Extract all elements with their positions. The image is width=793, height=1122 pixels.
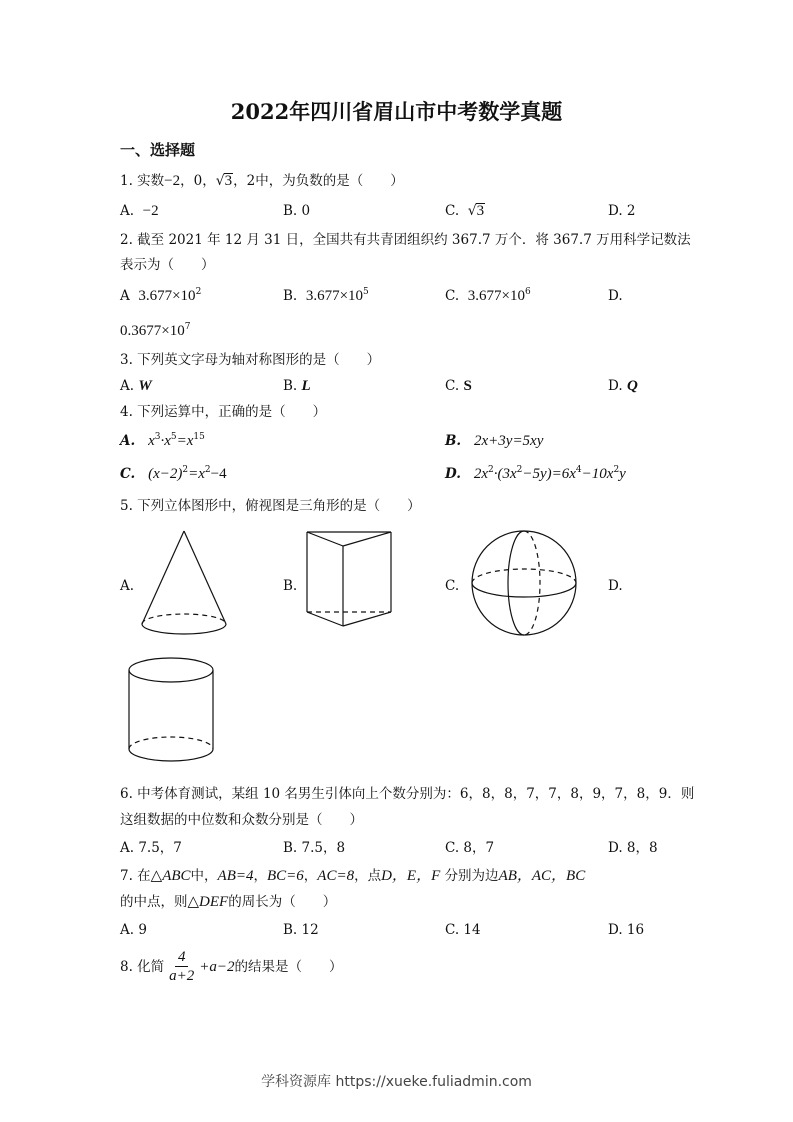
q4-c-p1: (x−2) xyxy=(148,466,183,482)
q1-option-a[interactable] xyxy=(120,202,159,220)
q4-d-p2: ·(3x xyxy=(493,466,517,482)
q4-c-e1: 2 xyxy=(182,465,189,475)
q6-option-c[interactable]: C. 8，7 xyxy=(445,840,495,856)
q7-l1a: 7. 在 xyxy=(120,868,151,884)
question-7-line1: 7. 在△ABC中，AB=4，BC=6，AC=8，点D，E，F 分别为边AB，AC，BC xyxy=(120,868,586,884)
q4-option-c[interactable] xyxy=(120,465,227,483)
q1-option-b[interactable]: B. 0 xyxy=(283,203,311,219)
q7-tri1: △ABC xyxy=(150,868,191,884)
q3-d-value: Q xyxy=(626,378,638,394)
q8-tail: +a−2 xyxy=(199,958,235,975)
q4-c-e2: 2 xyxy=(204,465,211,475)
q2-c-exp: 6 xyxy=(524,287,531,297)
q2-option-c[interactable] xyxy=(445,287,531,305)
q4-b-label: B. xyxy=(445,433,462,449)
q2-option-d-label[interactable]: D. xyxy=(608,288,623,304)
q4-a-label: A. xyxy=(120,433,136,449)
q1-option-c[interactable] xyxy=(445,202,485,220)
question-2-line2: 表示为（ ） xyxy=(120,257,215,273)
q7-tri2: △DEF xyxy=(187,894,229,910)
q3-a-value: W xyxy=(138,378,152,394)
cylinder-figure xyxy=(126,656,216,766)
q1-neg2: −2 xyxy=(164,173,181,189)
q3-c-value: S xyxy=(463,378,472,394)
q3-option-c[interactable] xyxy=(445,377,472,395)
q2-d-exp: 7 xyxy=(184,322,191,332)
q2-option-d[interactable] xyxy=(120,322,190,340)
q4-c-label: C. xyxy=(120,466,136,482)
sphere-figure xyxy=(470,529,578,637)
q4-d-p3: −5y)=6x xyxy=(522,466,576,482)
q3-option-b[interactable] xyxy=(283,377,311,395)
q5-option-c-label[interactable]: C. xyxy=(445,578,460,594)
q4-d-e1: 2 xyxy=(487,465,494,475)
q5-option-a-label[interactable]: A. xyxy=(120,578,135,594)
q5-option-b-label[interactable]: B. xyxy=(283,578,298,594)
q4-d-label: D. xyxy=(445,466,461,482)
q3-option-d[interactable] xyxy=(608,377,638,395)
page-title: 2022年四川省眉山市中考数学真题 xyxy=(230,99,563,124)
q2-option-a[interactable] xyxy=(120,287,201,305)
q4-d-e3: 4 xyxy=(575,465,582,475)
q2-b-label: B. xyxy=(283,288,298,304)
q4-c-p2: =x xyxy=(188,466,205,482)
q2-c-label: C. xyxy=(445,288,460,304)
q4-a-e3: 15 xyxy=(193,432,205,442)
question-2-line1: 2. 截至 2021 年 12 月 31 日，全国共有共青团组织约 367.7 万个．将 367.7 万用科学记数法 xyxy=(120,232,691,248)
question-6-line2: 这组数据的中位数和众数分别是（ ） xyxy=(120,812,363,828)
q4-d-e2: 2 xyxy=(516,465,523,475)
q2-a-exp: 2 xyxy=(195,287,202,297)
q7-option-b[interactable]: B. 12 xyxy=(283,922,319,938)
q3-d-label: D. xyxy=(608,378,623,394)
q4-b-expr: 2x+3y=5xy xyxy=(474,433,544,449)
q3-b-value: L xyxy=(301,378,311,394)
q1-sqrt3: 3 xyxy=(224,173,233,189)
q2-a-label: A xyxy=(120,288,130,304)
q4-option-b[interactable] xyxy=(445,432,543,450)
triangular-prism-figure xyxy=(303,529,395,629)
q8-fraction xyxy=(166,948,197,985)
question-3-stem: 3. 下列英文字母为轴对称图形的是（ ） xyxy=(120,352,381,368)
section-heading: 一、选择题 xyxy=(120,141,196,159)
q7-l1b: 中， xyxy=(190,868,218,884)
q8-denominator: a+2 xyxy=(169,968,195,984)
q1-option-d[interactable]: D. 2 xyxy=(608,203,636,219)
q3-a-label: A. xyxy=(120,378,135,394)
q7-option-d[interactable]: D. 16 xyxy=(608,922,645,938)
q4-a-p3: =x xyxy=(176,433,194,449)
q8-prefix: 8. 化简 xyxy=(120,958,165,975)
q1-c-label: C. xyxy=(445,203,460,219)
question-4-stem: 4. 下列运算中，正确的是（ ） xyxy=(120,404,327,420)
q7-ab: AB=4 xyxy=(217,868,254,884)
q2-b-base: 3.677×10 xyxy=(305,288,364,304)
q4-a-p1: x xyxy=(148,433,155,449)
q1-stem-a: 1. 实数 xyxy=(120,173,165,189)
q7-ac: AC=8 xyxy=(317,868,355,884)
q4-a-e2: 5 xyxy=(170,432,177,442)
q7-bc: BC=6 xyxy=(267,868,304,884)
q1-stem-c: ，2中，为负数的是（ ） xyxy=(233,173,404,189)
question-1-stem xyxy=(120,172,404,190)
question-5-stem: 5. 下列立体图形中，俯视图是三角形的是（ ） xyxy=(120,498,421,514)
q2-option-b[interactable] xyxy=(283,287,369,305)
q3-option-a[interactable] xyxy=(120,377,152,395)
q2-a-base: 3.677×10 xyxy=(138,288,196,304)
q7-l1c: ，点 xyxy=(354,868,382,884)
question-6-line1: 6. 中考体育测试，某组 10 名男生引体向上个数分别为：6，8，8，7，7，8，9，7，8，9．则 xyxy=(120,786,695,802)
q2-d-base: 0.3677×10 xyxy=(120,323,185,339)
q3-b-label: B. xyxy=(283,378,298,394)
q1-a-label: A. xyxy=(120,203,135,219)
q6-option-b[interactable]: B. 7.5，8 xyxy=(283,840,346,856)
q8-numerator: 4 xyxy=(175,948,189,967)
q4-c-p3: −4 xyxy=(210,466,227,482)
q7-l1d: 分别为边 xyxy=(444,868,499,884)
q4-d-e4: 2 xyxy=(613,465,620,475)
q2-b-exp: 5 xyxy=(363,287,369,297)
q6-option-d[interactable]: D. 8，8 xyxy=(608,840,658,856)
sqrt-icon: √ xyxy=(215,173,225,189)
q1-stem-b: ，0， xyxy=(180,173,216,189)
q7-l2b: 的周长为（ ） xyxy=(228,894,337,910)
q7-l2a: 的中点，则 xyxy=(120,894,188,910)
cone-figure xyxy=(138,528,230,638)
footer-watermark: 学科资源库 https://xueke.fuliadmin.com xyxy=(261,1074,532,1090)
q1-c-value: 3 xyxy=(476,203,485,219)
q3-c-label: C. xyxy=(445,378,460,394)
q4-option-a[interactable] xyxy=(120,432,205,450)
q4-a-e1: 3 xyxy=(154,432,161,442)
q7-pts: D，E，F xyxy=(381,868,441,884)
q7-option-a[interactable]: A. 9 xyxy=(120,922,147,938)
q4-d-p1: 2x xyxy=(473,466,488,482)
q4-d-p4: −10x xyxy=(581,466,614,482)
question-8-stem xyxy=(120,948,343,985)
q5-option-d-label[interactable]: D. xyxy=(608,578,623,594)
q4-a-p2: ·x xyxy=(160,433,171,449)
q6-option-a[interactable]: A. 7.5，7 xyxy=(120,840,182,856)
q7-option-c[interactable]: C. 14 xyxy=(445,922,481,938)
sqrt-icon: √ xyxy=(467,203,477,219)
q4-option-d[interactable] xyxy=(445,465,626,483)
q7-sides: AB，AC，BC xyxy=(498,868,586,884)
q4-d-p5: y xyxy=(619,466,626,482)
q2-c-base: 3.677×10 xyxy=(467,288,525,304)
q8-suffix: 的结果是（ ） xyxy=(234,958,343,975)
q1-a-value: −2 xyxy=(142,203,159,219)
question-7-line2 xyxy=(120,893,336,911)
